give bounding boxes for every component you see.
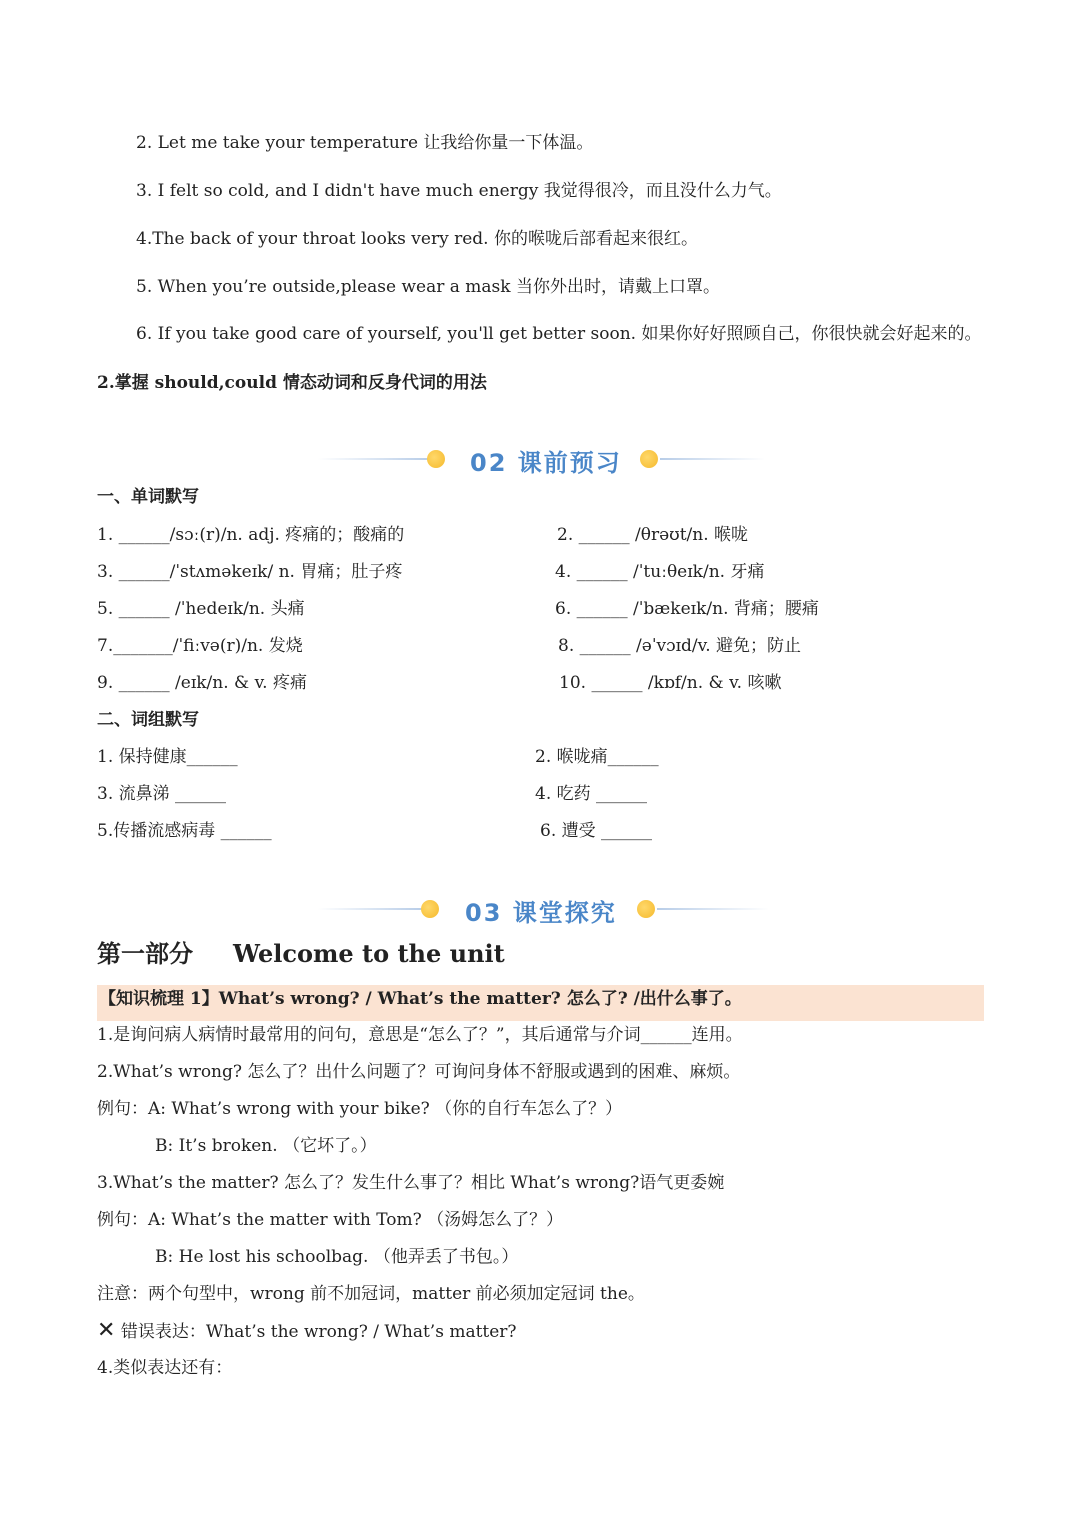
phrase-item: 4. 吃药 ______	[535, 784, 648, 804]
phrases-heading: 二、词组默写	[97, 710, 199, 730]
note-4: 4.类似表达还有：	[97, 1358, 233, 1378]
key-sentence-3: 3. I felt so cold, and I didn't have much energy 我觉得很冷，而且没什么力气。	[136, 181, 782, 201]
key-sentence-4: 4.The back of your throat looks very red. 你的喉咙后部看起来很红。	[136, 229, 698, 249]
vocab-item: 5. ______ /ˈhedeɪk/n. 头痛	[97, 599, 305, 619]
section-03-title: 03 课堂探究	[465, 899, 617, 927]
key-sentence-2: 2. Let me take your temperature 让我给你量一下体温。	[136, 133, 594, 153]
decor-dot-icon	[637, 900, 655, 918]
section-03-header	[0, 889, 1080, 929]
vocab-item: 9. ______ /eɪk/n. & v. 疼痛	[97, 673, 307, 693]
note-3: 3.What’s the matter? 怎么了？发生什么事了？相比 What’s wrong?语气更委婉	[97, 1173, 725, 1193]
wrong-expression: ✕ 错误表达：What’s the wrong? / What’s matter?	[97, 1318, 517, 1343]
vocab-item: 4. ______ /ˈtuːθeɪk/n. 牙痛	[555, 562, 765, 582]
key-sentence-5: 5. When you’re outside,please wear a mask 当你外出时，请戴上口罩。	[136, 277, 720, 297]
vocab-item: 10. ______ /kɒf/n. & v. 咳嗽	[559, 673, 782, 693]
note-2: 2.What’s wrong? 怎么了？出什么问题了？可询问身体不舒服或遇到的困难、麻烦。	[97, 1062, 741, 1082]
section-02-title: 02 课前预习	[470, 449, 622, 477]
phrase-item: 5.传播流感病毒 ______	[97, 821, 272, 841]
example-2a: 例句：A: What’s the matter with Tom? （汤姆怎么了？）	[97, 1210, 564, 1230]
goal-2: 2.掌握 should,could 情态动词和反身代词的用法	[97, 373, 487, 393]
example-1b: B: It’s broken. （它坏了。）	[155, 1136, 377, 1156]
vocab-item: 8. ______ /əˈvɔɪd/v. 避免；防止	[558, 636, 802, 656]
decor-dot-icon	[427, 450, 445, 468]
example-2b: B: He lost his schoolbag. （他弄丢了书包。）	[155, 1247, 519, 1267]
knowledge-1-title: 【知识梳理 1】What’s wrong? / What’s the matter? 怎么了? /出什么事了。	[99, 989, 742, 1009]
phrase-item: 2. 喉咙痛______	[535, 747, 659, 767]
decor-dot-icon	[421, 900, 439, 918]
note-1: 1.是询问病人病情时最常用的问句，意思是“怎么了？”，其后通常与介词______连用。	[97, 1025, 743, 1045]
phrase-item: 6. 遭受 ______	[540, 821, 653, 841]
decor-dot-icon	[640, 450, 658, 468]
section-02-header	[0, 439, 1080, 479]
attention-note: 注意：两个句型中，wrong 前不加冠词，matter 前必须加定冠词 the。	[97, 1284, 645, 1304]
cross-icon: ✕	[97, 1318, 116, 1343]
key-sentence-6: 6. If you take good care of yourself, you'll get better soon. 如果你好好照顾自己，你很快就会好起来的。	[136, 324, 982, 344]
vocab-heading: 一、单词默写	[97, 487, 199, 507]
vocab-item: 6. ______ /ˈbækeɪk/n. 背痛；腰痛	[555, 599, 819, 619]
phrase-item: 3. 流鼻涕 ______	[97, 784, 227, 804]
vocab-item: 7._______/ˈfiːvə(r)/n. 发烧	[97, 636, 303, 656]
vocab-item: 3. ______/ˈstʌməkeɪk/ n. 胃痛；肚子疼	[97, 562, 403, 582]
vocab-item: 2. ______ /θrəʊt/n. 喉咙	[557, 525, 749, 545]
example-1a: 例句：A: What’s wrong with your bike? （你的自行车怎么了？）	[97, 1099, 623, 1119]
vocab-item: 1. ______/sɔː(r)/n. adj. 疼痛的；酸痛的	[97, 525, 405, 545]
part1-heading: 第一部分 Welcome to the unit	[97, 939, 505, 968]
phrase-item: 1. 保持健康______	[97, 747, 238, 767]
